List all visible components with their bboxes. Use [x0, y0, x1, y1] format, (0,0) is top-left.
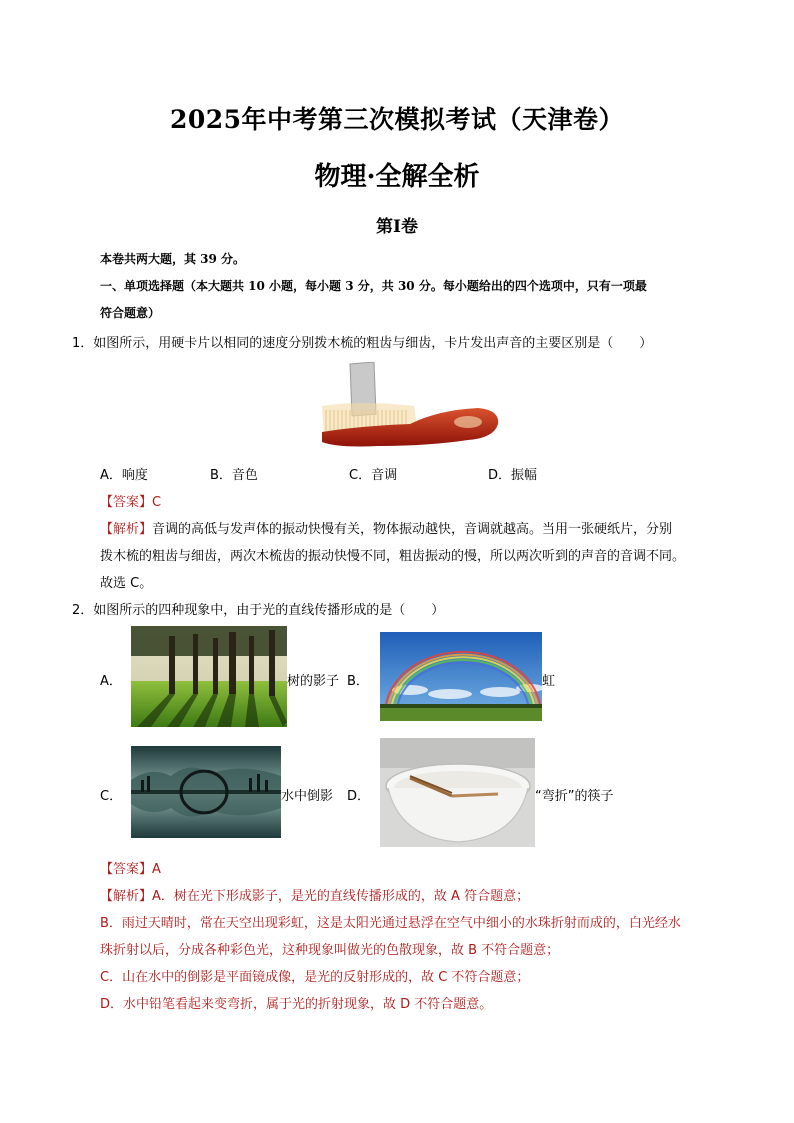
water-reflection-image	[131, 746, 281, 838]
q1-answer	[100, 491, 161, 510]
q2-analysis-line-3: 珠折射以后，分成各种彩色光，这种现象叫做光的色散现象，故 B 不符合题意；	[100, 943, 560, 958]
comb-with-card-icon	[318, 362, 502, 454]
q2-option-a-text: 树的影子	[287, 674, 340, 689]
section-instructions: 一、单项选择题（本大题共 10 小题，每小题 3 分，共 30 分。每小题给出的四个选项中，只有一项最	[100, 279, 647, 293]
reflection-photo-icon	[131, 746, 281, 838]
q1-option-a: A．响度	[100, 468, 148, 483]
answer-value: C	[152, 495, 162, 510]
exam-subtitle: 物理·全解全析	[314, 162, 480, 192]
q1-analysis-line-2: 拨木梳的粗齿与细齿，两次木梳齿的振动快慢不同，粗齿振动的慢，所以两次听到的声音的音调不同。	[100, 549, 686, 564]
question-2-stem: 2．如图所示的四种现象中，由于光的直线传播形成的是（ ）	[72, 603, 445, 618]
q2-option-b-text: 虹	[542, 674, 556, 689]
q1-analysis-line-3: 故选 C。	[100, 576, 153, 591]
q2-analysis-line-2: B．雨过天晴时，常在天空出现彩虹，这是太阳光通过悬浮在空气中细小的水珠折射而成的，白光经水	[100, 916, 681, 931]
q2-analysis-line-4: C．山在水中的倒影是平面镜成像，是光的反射形成的，故 C 不符合题意；	[100, 970, 530, 985]
answer-tag: 【答案】	[100, 862, 153, 877]
q2-option-c-text: 水中倒影	[281, 789, 334, 804]
analysis-tag: 【解析】	[100, 522, 153, 537]
q1-option-b: B．音色	[210, 468, 258, 483]
rainbow-image	[380, 632, 542, 721]
q1-option-d: D．振幅	[488, 468, 538, 483]
q2-analysis-line-5: D．水中铅笔看起来变弯折，属于光的折射现象，故 D 不符合题意。	[100, 997, 493, 1012]
intro-line: 本卷共两大题，其 39 分。	[100, 252, 246, 266]
question-1-stem: 1．如图所示，用硬卡片以相同的速度分别拨木梳的粗齿与细齿，卡片发出声音的主要区别是（ ）	[72, 336, 653, 351]
q2-option-d-text: “弯折”的筷子	[535, 789, 614, 804]
q1-option-c: C．音调	[349, 468, 398, 483]
section-instructions-cont: 符合题意）	[100, 306, 161, 320]
exam-title: 2025年中考第三次模拟考试（天津卷）	[169, 105, 625, 134]
volume-heading: 第Ⅰ卷	[376, 217, 418, 237]
bowl-chopsticks-photo-icon	[380, 738, 535, 847]
q2-option-c-letter: C．	[100, 789, 123, 804]
q2-option-b-letter: B．	[347, 674, 369, 689]
tree-shadow-image	[131, 626, 287, 727]
analysis-tag: 【解析】	[100, 889, 153, 904]
q2-analysis-line-1: 【解析】A．树在光下形成影子，是光的直线传播形成的，故 A 符合题意；	[100, 889, 530, 904]
q2-option-d-letter: D．	[347, 789, 371, 804]
q2-option-a-letter: A．	[100, 674, 122, 689]
bent-chopsticks-image	[380, 738, 535, 847]
comb-image	[318, 362, 502, 454]
q2-answer	[100, 858, 161, 877]
rainbow-photo-icon	[380, 632, 542, 721]
tree-shadow-photo-icon	[131, 626, 287, 727]
answer-value: A	[152, 862, 161, 877]
answer-tag: 【答案】	[100, 495, 153, 510]
q1-analysis-line-1: 【解析】音调的高低与发声体的振动快慢有关，物体振动越快，音调就越高。当用一张硬纸片，分别	[100, 522, 673, 537]
